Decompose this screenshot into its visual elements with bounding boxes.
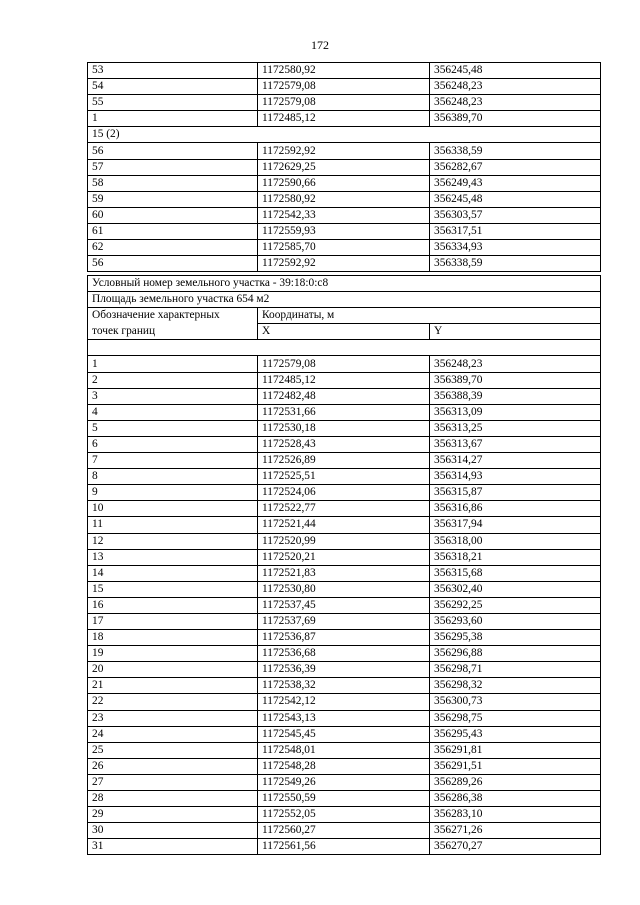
table-row (88, 469, 601, 485)
x-coordinate-cell: 1172530,80 (258, 581, 430, 597)
point-number-cell: 7 (88, 453, 258, 469)
table-row (88, 79, 601, 95)
y-coordinate-cell: 356298,71 (430, 662, 601, 678)
section-label: 15 (2) (88, 127, 601, 143)
point-number-cell: 25 (88, 742, 258, 758)
table-row (88, 839, 601, 855)
point-number-cell: 9 (88, 485, 258, 501)
y-coordinate-cell: 356303,57 (430, 207, 601, 223)
x-coordinate-cell: 1172579,08 (258, 79, 430, 95)
x-coordinate-cell: 1172542,33 (258, 207, 430, 223)
y-coordinate-cell: 356338,59 (430, 256, 601, 272)
x-coordinate-cell: 1172549,26 (258, 774, 430, 790)
table-row (88, 662, 601, 678)
point-number-cell: 8 (88, 469, 258, 485)
y-coordinate-cell: 356388,39 (430, 388, 601, 404)
x-header: X (258, 324, 430, 340)
y-coordinate-cell: 356300,73 (430, 694, 601, 710)
x-coordinate-cell: 1172580,92 (258, 63, 430, 79)
point-number-cell: 54 (88, 79, 258, 95)
point-number-cell: 26 (88, 758, 258, 774)
table-row (88, 517, 601, 533)
x-coordinate-cell: 1172536,68 (258, 646, 430, 662)
point-number-cell: 19 (88, 646, 258, 662)
point-number-cell: 28 (88, 791, 258, 807)
y-coordinate-cell: 356298,32 (430, 678, 601, 694)
table-row (88, 276, 601, 292)
table-row (88, 807, 601, 823)
coords-header: Координаты, м (258, 308, 601, 324)
x-coordinate-cell: 1172580,92 (258, 191, 430, 207)
table-row (88, 549, 601, 565)
y-coordinate-cell: 356291,81 (430, 742, 601, 758)
y-coordinate-cell: 356249,43 (430, 175, 601, 191)
point-number-cell: 56 (88, 143, 258, 159)
table-row (88, 175, 601, 191)
x-coordinate-cell: 1172526,89 (258, 453, 430, 469)
point-number-cell: 60 (88, 207, 258, 223)
y-coordinate-cell: 356295,38 (430, 630, 601, 646)
y-coordinate-cell: 356248,23 (430, 79, 601, 95)
y-coordinate-cell: 356286,38 (430, 791, 601, 807)
table-row (88, 388, 601, 404)
table-row (88, 726, 601, 742)
table-row (88, 613, 601, 629)
y-header: Y (430, 324, 601, 340)
table-header-row (88, 324, 601, 340)
table-row (88, 292, 601, 308)
table-row (88, 127, 601, 143)
y-coordinate-cell: 356313,67 (430, 436, 601, 452)
y-coordinate-cell: 356291,51 (430, 758, 601, 774)
y-coordinate-cell: 356293,60 (430, 613, 601, 629)
page-number: 172 (311, 38, 329, 52)
point-number-cell: 10 (88, 501, 258, 517)
x-coordinate-cell: 1172542,12 (258, 694, 430, 710)
points-header-line2: точек границ (88, 324, 258, 340)
point-number-cell: 53 (88, 63, 258, 79)
table-row (88, 581, 601, 597)
y-coordinate-cell: 356248,23 (430, 95, 601, 111)
point-number-cell: 29 (88, 807, 258, 823)
point-number-cell: 12 (88, 533, 258, 549)
table-row (88, 372, 601, 388)
parcel-area: Площадь земельного участка 654 м2 (88, 292, 601, 308)
table-row (88, 436, 601, 452)
empty-row (88, 340, 601, 356)
x-coordinate-cell: 1172560,27 (258, 823, 430, 839)
table-row (88, 710, 601, 726)
point-number-cell: 58 (88, 175, 258, 191)
table-row (88, 420, 601, 436)
table1-rows-a (88, 63, 601, 127)
x-coordinate-cell: 1172537,69 (258, 613, 430, 629)
x-coordinate-cell: 1172552,05 (258, 807, 430, 823)
table-row (88, 191, 601, 207)
x-coordinate-cell: 1172525,51 (258, 469, 430, 485)
y-coordinate-cell: 356245,48 (430, 191, 601, 207)
point-number-cell: 4 (88, 404, 258, 420)
point-number-cell: 23 (88, 710, 258, 726)
table-row (88, 791, 601, 807)
y-coordinate-cell: 356389,70 (430, 372, 601, 388)
x-coordinate-cell: 1172579,08 (258, 95, 430, 111)
table-row (88, 742, 601, 758)
table-row (88, 597, 601, 613)
point-number-cell: 11 (88, 517, 258, 533)
y-coordinate-cell: 356283,10 (430, 807, 601, 823)
point-number-cell: 14 (88, 565, 258, 581)
point-number-cell: 21 (88, 678, 258, 694)
point-number-cell: 17 (88, 613, 258, 629)
table-row (88, 646, 601, 662)
table-row (88, 223, 601, 239)
point-number-cell: 20 (88, 662, 258, 678)
x-coordinate-cell: 1172537,45 (258, 597, 430, 613)
table-row (88, 694, 601, 710)
table-row (88, 356, 601, 372)
y-coordinate-cell: 356282,67 (430, 159, 601, 175)
y-coordinate-cell: 356315,68 (430, 565, 601, 581)
y-coordinate-cell: 356313,09 (430, 404, 601, 420)
table-row (88, 630, 601, 646)
table-row (88, 207, 601, 223)
table-row (88, 485, 601, 501)
table-row (88, 111, 601, 127)
x-coordinate-cell: 1172550,59 (258, 791, 430, 807)
x-coordinate-cell: 1172559,93 (258, 223, 430, 239)
y-coordinate-cell: 356295,43 (430, 726, 601, 742)
y-coordinate-cell: 356316,86 (430, 501, 601, 517)
point-number-cell: 30 (88, 823, 258, 839)
y-coordinate-cell: 356338,59 (430, 143, 601, 159)
y-coordinate-cell: 356317,94 (430, 517, 601, 533)
x-coordinate-cell: 1172590,66 (258, 175, 430, 191)
y-coordinate-cell: 356245,48 (430, 63, 601, 79)
y-coordinate-cell: 356298,75 (430, 710, 601, 726)
x-coordinate-cell: 1172592,92 (258, 256, 430, 272)
table-row (88, 95, 601, 111)
point-number-cell: 5 (88, 420, 258, 436)
y-coordinate-cell: 356271,26 (430, 823, 601, 839)
x-coordinate-cell: 1172482,48 (258, 388, 430, 404)
point-number-cell: 22 (88, 694, 258, 710)
x-coordinate-cell: 1172531,66 (258, 404, 430, 420)
y-coordinate-cell: 356289,26 (430, 774, 601, 790)
point-number-cell: 24 (88, 726, 258, 742)
y-coordinate-cell: 356318,21 (430, 549, 601, 565)
table2-rows (88, 356, 601, 855)
y-coordinate-cell: 356334,93 (430, 240, 601, 256)
x-coordinate-cell: 1172538,32 (258, 678, 430, 694)
x-coordinate-cell: 1172485,12 (258, 111, 430, 127)
x-coordinate-cell: 1172579,08 (258, 356, 430, 372)
x-coordinate-cell: 1172592,92 (258, 143, 430, 159)
table-row (88, 143, 601, 159)
y-coordinate-cell: 356315,87 (430, 485, 601, 501)
table-row (88, 159, 601, 175)
table-row (88, 533, 601, 549)
x-coordinate-cell: 1172545,45 (258, 726, 430, 742)
point-number-cell: 61 (88, 223, 258, 239)
x-coordinate-cell: 1172524,06 (258, 485, 430, 501)
table-row (88, 774, 601, 790)
x-coordinate-cell: 1172521,44 (258, 517, 430, 533)
x-coordinate-cell: 1172543,13 (258, 710, 430, 726)
y-coordinate-cell: 356270,27 (430, 839, 601, 855)
table-header-row (88, 308, 601, 324)
parcel-coordinates-table (87, 275, 601, 855)
y-coordinate-cell: 356389,70 (430, 111, 601, 127)
table-row (88, 240, 601, 256)
point-number-cell: 57 (88, 159, 258, 175)
table-row (88, 758, 601, 774)
x-coordinate-cell: 1172536,87 (258, 630, 430, 646)
point-number-cell: 27 (88, 774, 258, 790)
coordinates-table-continued (87, 62, 601, 272)
y-coordinate-cell: 356314,93 (430, 469, 601, 485)
point-number-cell: 15 (88, 581, 258, 597)
points-header-line1: Обозначение характерных (88, 308, 258, 324)
table-row (88, 565, 601, 581)
point-number-cell: 55 (88, 95, 258, 111)
x-coordinate-cell: 1172528,43 (258, 436, 430, 452)
table-row (88, 678, 601, 694)
empty-cell (88, 340, 601, 356)
point-number-cell: 3 (88, 388, 258, 404)
point-number-cell: 62 (88, 240, 258, 256)
y-coordinate-cell: 356292,25 (430, 597, 601, 613)
y-coordinate-cell: 356318,00 (430, 533, 601, 549)
table-row (88, 256, 601, 272)
y-coordinate-cell: 356302,40 (430, 581, 601, 597)
table-row (88, 63, 601, 79)
point-number-cell: 6 (88, 436, 258, 452)
table-row (88, 823, 601, 839)
table-row (88, 453, 601, 469)
x-coordinate-cell: 1172548,28 (258, 758, 430, 774)
parcel-number: Условный номер земельного участка - 39:18:0:с8 (88, 276, 601, 292)
table-row (88, 404, 601, 420)
x-coordinate-cell: 1172522,77 (258, 501, 430, 517)
point-number-cell: 16 (88, 597, 258, 613)
point-number-cell: 13 (88, 549, 258, 565)
x-coordinate-cell: 1172530,18 (258, 420, 430, 436)
x-coordinate-cell: 1172548,01 (258, 742, 430, 758)
point-number-cell: 1 (88, 111, 258, 127)
x-coordinate-cell: 1172629,25 (258, 159, 430, 175)
x-coordinate-cell: 1172520,21 (258, 549, 430, 565)
point-number-cell: 59 (88, 191, 258, 207)
x-coordinate-cell: 1172485,12 (258, 372, 430, 388)
y-coordinate-cell: 356314,27 (430, 453, 601, 469)
y-coordinate-cell: 356296,88 (430, 646, 601, 662)
y-coordinate-cell: 356313,25 (430, 420, 601, 436)
point-number-cell: 1 (88, 356, 258, 372)
x-coordinate-cell: 1172536,39 (258, 662, 430, 678)
x-coordinate-cell: 1172585,70 (258, 240, 430, 256)
point-number-cell: 2 (88, 372, 258, 388)
x-coordinate-cell: 1172561,56 (258, 839, 430, 855)
x-coordinate-cell: 1172520,99 (258, 533, 430, 549)
y-coordinate-cell: 356248,23 (430, 356, 601, 372)
table1-rows-b (88, 143, 601, 272)
point-number-cell: 31 (88, 839, 258, 855)
point-number-cell: 18 (88, 630, 258, 646)
point-number-cell: 56 (88, 256, 258, 272)
table-row (88, 501, 601, 517)
y-coordinate-cell: 356317,51 (430, 223, 601, 239)
x-coordinate-cell: 1172521,83 (258, 565, 430, 581)
